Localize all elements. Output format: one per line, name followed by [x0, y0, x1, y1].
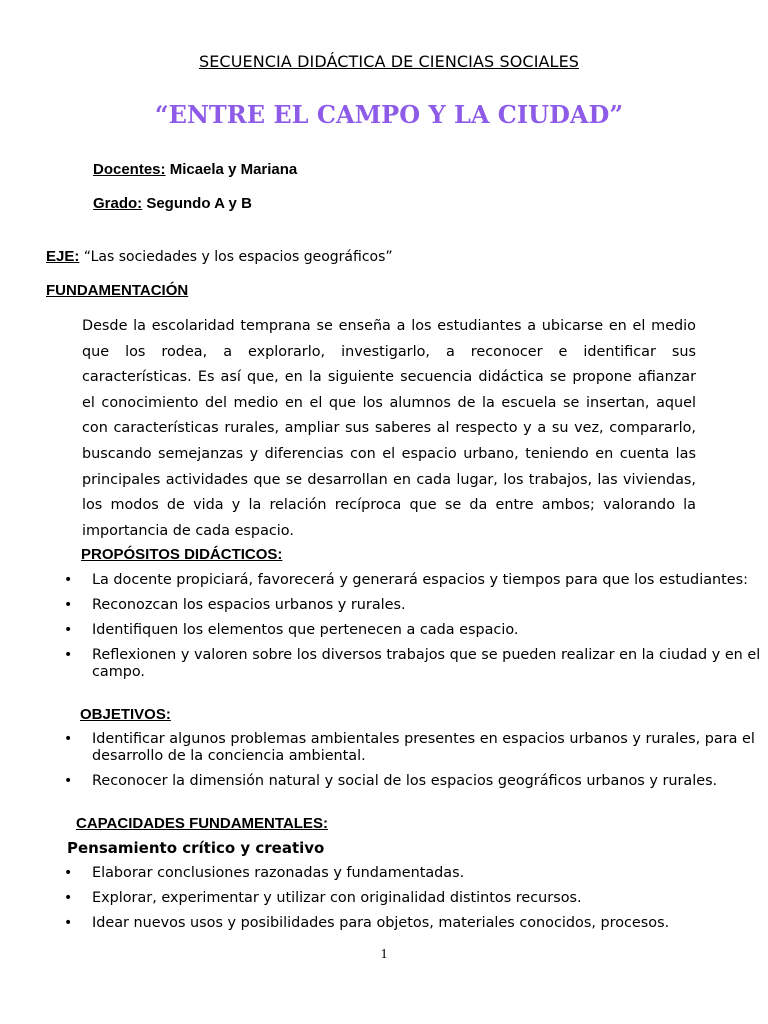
capacidades-list	[64, 865, 764, 940]
list-item: • Idear nuevos usos y posibilidades para objetos, materiales conocidos, procesos.	[64, 915, 764, 932]
docentes-line	[93, 161, 297, 178]
grado-value: Segundo A y B	[142, 195, 252, 212]
eje-line	[46, 248, 393, 265]
grado-line	[93, 195, 252, 212]
grado-label: Grado:	[93, 195, 143, 212]
list-item: • Identificar algunos problemas ambientales presentes en espacios urbanos y rurales, para el desarrollo de la conciencia ambiental.	[64, 731, 764, 765]
capacidades-heading: CAPACIDADES FUNDAMENTALES:	[76, 815, 328, 832]
list-item: • Reconocer la dimensión natural y social de los espacios geográficos urbanos y rurales.	[64, 773, 764, 790]
propositos-heading: PROPÓSITOS DIDÁCTICOS:	[81, 546, 283, 563]
document-subtitle: “ENTRE EL CAMPO Y LA CIUDAD”	[154, 100, 624, 129]
objetivos-heading: OBJETIVOS:	[80, 706, 171, 723]
list-item: • Elaborar conclusiones razonadas y fundamentadas.	[64, 865, 764, 882]
objetivos-list	[64, 731, 764, 798]
list-item: • La docente propiciará, favorecerá y generará espacios y tiempos para que los estudiantes:	[64, 572, 764, 589]
docentes-value: Micaela y Mariana	[165, 161, 298, 178]
list-item: • Reflexionen y valoren sobre los diversos trabajos que se pueden realizar en la ciudad y en el campo.	[64, 647, 764, 681]
page-number: 1	[380, 947, 388, 962]
list-item: • Identifiquen los elementos que pertenecen a cada espacio.	[64, 622, 764, 639]
list-item: • Explorar, experimentar y utilizar con originalidad distintos recursos.	[64, 890, 764, 907]
propositos-list	[64, 572, 764, 689]
eje-label: EJE:	[46, 248, 80, 265]
fundamentacion-heading: FUNDAMENTACIÓN	[46, 282, 189, 299]
docentes-label: Docentes:	[93, 161, 166, 178]
fundamentacion-paragraph: Desde la escolaridad temprana se enseña a los estudiantes a ubicarse en el medio que los rodea, a explorarlo, investigarlo, a reconocer e identificar sus características. Es así que, en la siguiente secuencia didáctica se propone afianzar el conocimiento del medio en el que los alumnos de la escuela se insertan, aquel con características rurales, ampliar sus saberes al respecto y a su vez, compararlo, buscando semejanzas y diferencias con el espacio urbano, teniendo en cuenta las principales actividades que se desarrollan en cada lugar, los trabajos, las viviendas, los modos de vida y la relación recíproca que se da entre ambos; valorando la importancia de cada espacio.	[82, 318, 696, 539]
eje-value: “Las sociedades y los espacios geográficos”	[79, 249, 393, 265]
capacidades-subheading: Pensamiento crítico y creativo	[67, 839, 325, 857]
document-title: SECUENCIA DIDÁCTICA DE CIENCIAS SOCIALES	[198, 52, 580, 71]
list-item: • Reconozcan los espacios urbanos y rurales.	[64, 597, 764, 614]
